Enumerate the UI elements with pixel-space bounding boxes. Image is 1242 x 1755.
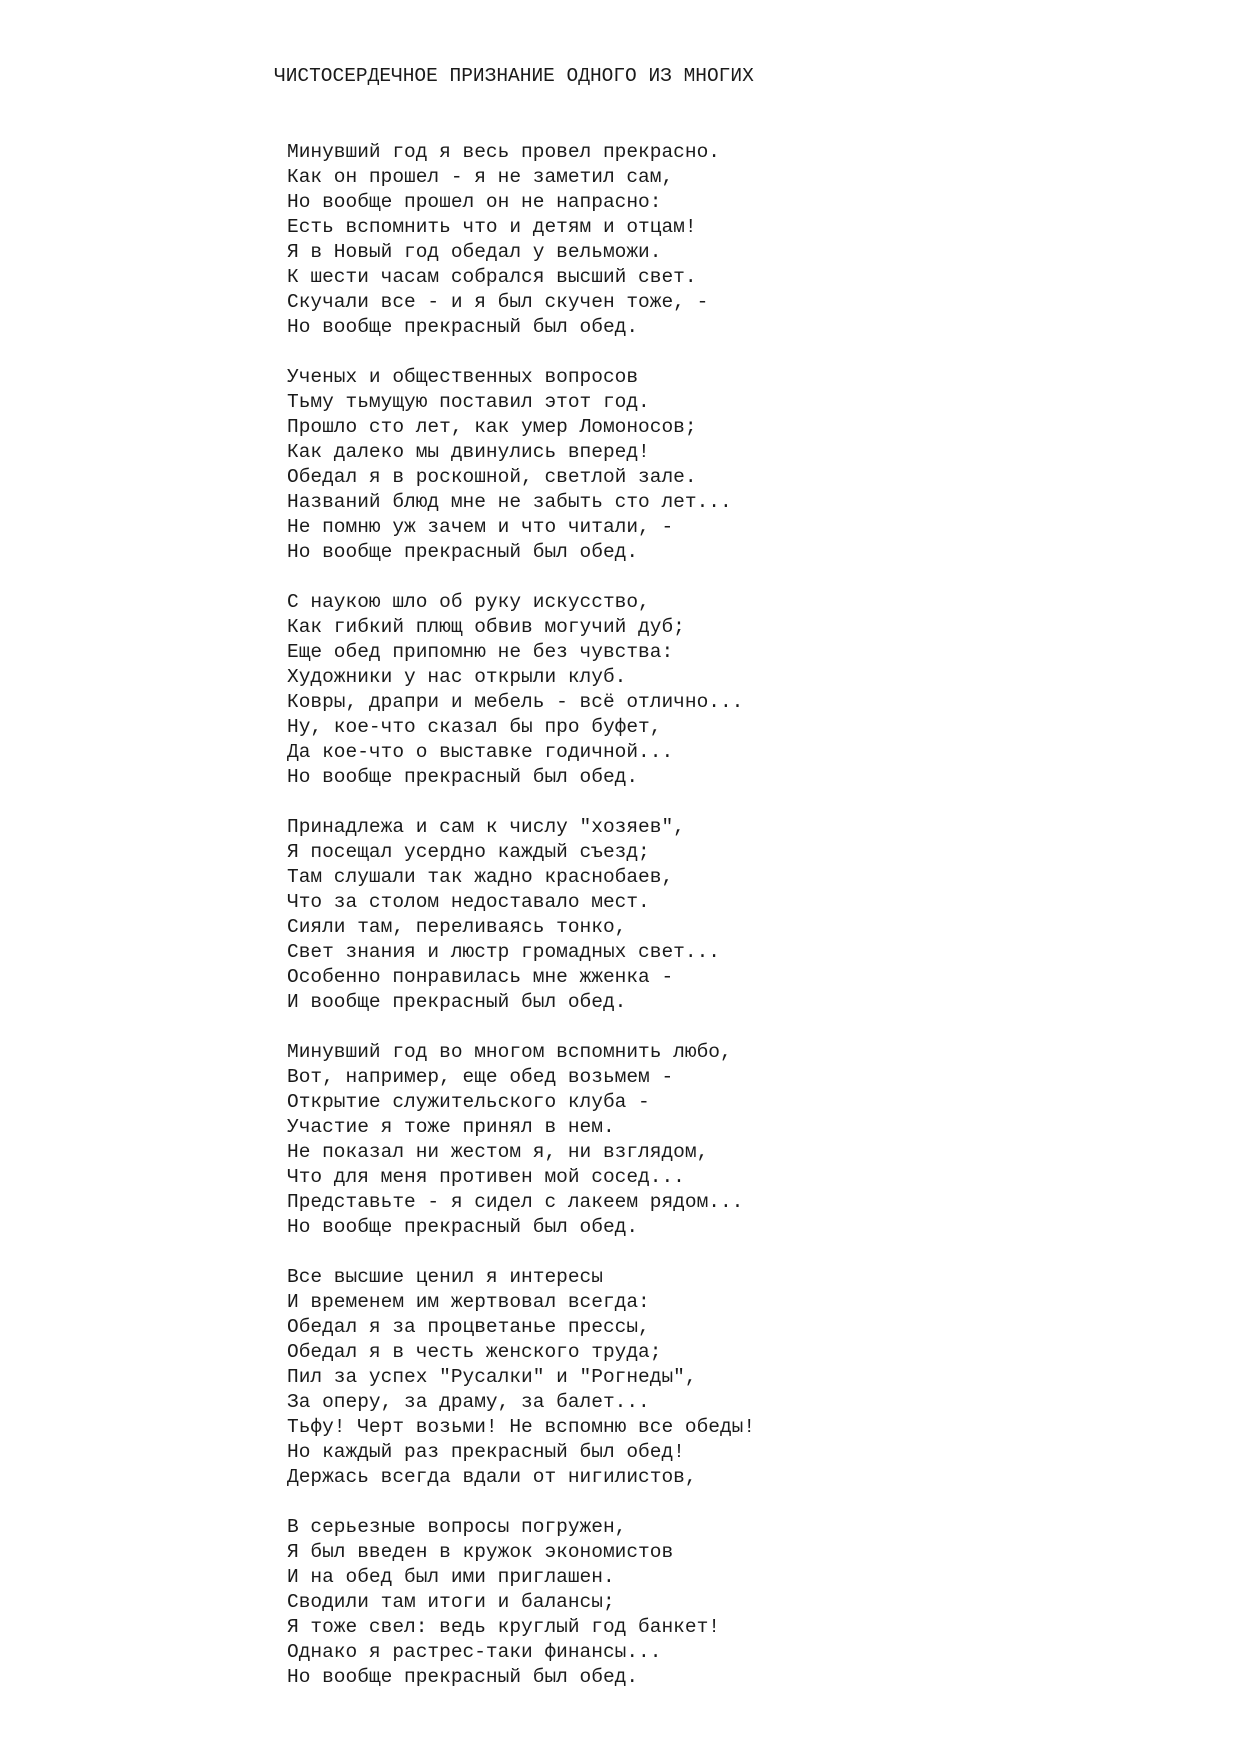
poem-line: Тьму тьмущую поставил этот год. bbox=[287, 391, 650, 413]
poem-line: Как далеко мы двинулись вперед! bbox=[287, 441, 650, 463]
poem-line: Что за столом недоставало мест. bbox=[287, 891, 650, 913]
poem-line: Но вообще прекрасный был обед. bbox=[287, 541, 639, 563]
poem-line: Но вообще прекрасный был обед. bbox=[287, 1666, 639, 1688]
poem-line: Вот, например, еще обед возьмем - bbox=[287, 1066, 674, 1088]
poem-line: Там слушали так жадно краснобаев, bbox=[287, 866, 674, 888]
stanza bbox=[287, 815, 755, 1015]
poem-line: Не помню уж зачем и что читали, - bbox=[287, 516, 674, 538]
poem-line: Да кое-что о выставке годичной... bbox=[287, 741, 674, 763]
poem-line: Обедал я в роскошной, светлой зале. bbox=[287, 466, 697, 488]
poem-line: И временем им жертвовал всегда: bbox=[287, 1291, 650, 1313]
poem-line: И вообще прекрасный был обед. bbox=[287, 991, 627, 1013]
poem-line: Все высшие ценил я интересы bbox=[287, 1266, 603, 1288]
poem-line: Принадлежа и сам к числу "хозяев", bbox=[287, 816, 685, 838]
poem-line: Прошло сто лет, как умер Ломоносов; bbox=[287, 416, 697, 438]
poem-line: Еще обед припомню не без чувства: bbox=[287, 641, 674, 663]
poem-line: Но вообще прекрасный был обед. bbox=[287, 316, 639, 338]
poem-line: Ну, кое-что сказал бы про буфет, bbox=[287, 716, 662, 738]
poem-line: Но каждый раз прекрасный был обед! bbox=[287, 1441, 685, 1463]
poem-line: Держась всегда вдали от нигилистов, bbox=[287, 1466, 697, 1488]
poem-line: Обедал я за процветанье прессы, bbox=[287, 1316, 650, 1338]
poem-line: Участие я тоже принял в нем. bbox=[287, 1116, 615, 1138]
poem-line: Как он прошел - я не заметил сам, bbox=[287, 166, 674, 188]
poem-line: Художники у нас открыли клуб. bbox=[287, 666, 627, 688]
poem-line: Сияли там, переливаясь тонко, bbox=[287, 916, 627, 938]
poem-line: Минувший год во многом вспомнить любо, bbox=[287, 1041, 732, 1063]
poem-line: С наукою шло об руку искусство, bbox=[287, 591, 650, 613]
stanza bbox=[287, 1040, 755, 1240]
poem-line: Я был введен в кружок экономистов bbox=[287, 1541, 674, 1563]
poem-line: Я тоже свел: ведь круглый год банкет! bbox=[287, 1616, 720, 1638]
poem-line: Но вообще прекрасный был обед. bbox=[287, 1216, 639, 1238]
poem-line: Ковры, драпри и мебель - всё отлично... bbox=[287, 691, 744, 713]
poem-line: Тьфу! Черт возьми! Не вспомню все обеды! bbox=[287, 1416, 756, 1438]
poem-line: Свет знания и люстр громадных свет... bbox=[287, 941, 720, 963]
poem-line: Я в Новый год обедал у вельможи. bbox=[287, 241, 662, 263]
poem-line: Ученых и общественных вопросов bbox=[287, 366, 639, 388]
poem-line: Есть вспомнить что и детям и отцам! bbox=[287, 216, 697, 238]
poem-line: Особенно понравилась мне жженка - bbox=[287, 966, 674, 988]
stanza bbox=[287, 590, 755, 790]
poem-line: В серьезные вопросы погружен, bbox=[287, 1516, 627, 1538]
poem-line: Пил за успех "Русалки" и "Рогнеды", bbox=[287, 1366, 697, 1388]
poem-line: Представьте - я сидел с лакеем рядом... bbox=[287, 1191, 744, 1213]
poem-line: Открытие служительского клуба - bbox=[287, 1091, 650, 1113]
poem-line: Обедал я в честь женского труда; bbox=[287, 1341, 662, 1363]
poem-line: К шести часам собрался высший свет. bbox=[287, 266, 697, 288]
poem-line: Однако я растрес-таки финансы... bbox=[287, 1641, 662, 1663]
poem-line: Названий блюд мне не забыть сто лет... bbox=[287, 491, 732, 513]
poem-body bbox=[287, 140, 755, 1715]
poem-line: Я посещал усердно каждый съезд; bbox=[287, 841, 650, 863]
poem-line: Сводили там итоги и балансы; bbox=[287, 1591, 615, 1613]
poem-line: Но вообще прекрасный был обед. bbox=[287, 766, 639, 788]
poem-line: Как гибкий плющ обвив могучий дуб; bbox=[287, 616, 685, 638]
poem-line: За оперу, за драму, за балет... bbox=[287, 1391, 650, 1413]
poem-line: И на обед был ими приглашен. bbox=[287, 1566, 615, 1588]
poem-line: Скучали все - и я был скучен тоже, - bbox=[287, 291, 709, 313]
poem-line: Не показал ни жестом я, ни взглядом, bbox=[287, 1141, 709, 1163]
poem-line: Что для меня противен мой сосед... bbox=[287, 1166, 685, 1188]
poem-line: Но вообще прошел он не напрасно: bbox=[287, 191, 662, 213]
poem-line: Минувший год я весь провел прекрасно. bbox=[287, 141, 720, 163]
poem-title: ЧИСТОСЕРДЕЧНОЕ ПРИЗНАНИЕ ОДНОГО ИЗ МНОГИХ bbox=[274, 65, 754, 87]
stanza bbox=[287, 365, 755, 565]
stanza bbox=[287, 140, 755, 340]
stanza bbox=[287, 1515, 755, 1690]
stanza bbox=[287, 1265, 755, 1490]
